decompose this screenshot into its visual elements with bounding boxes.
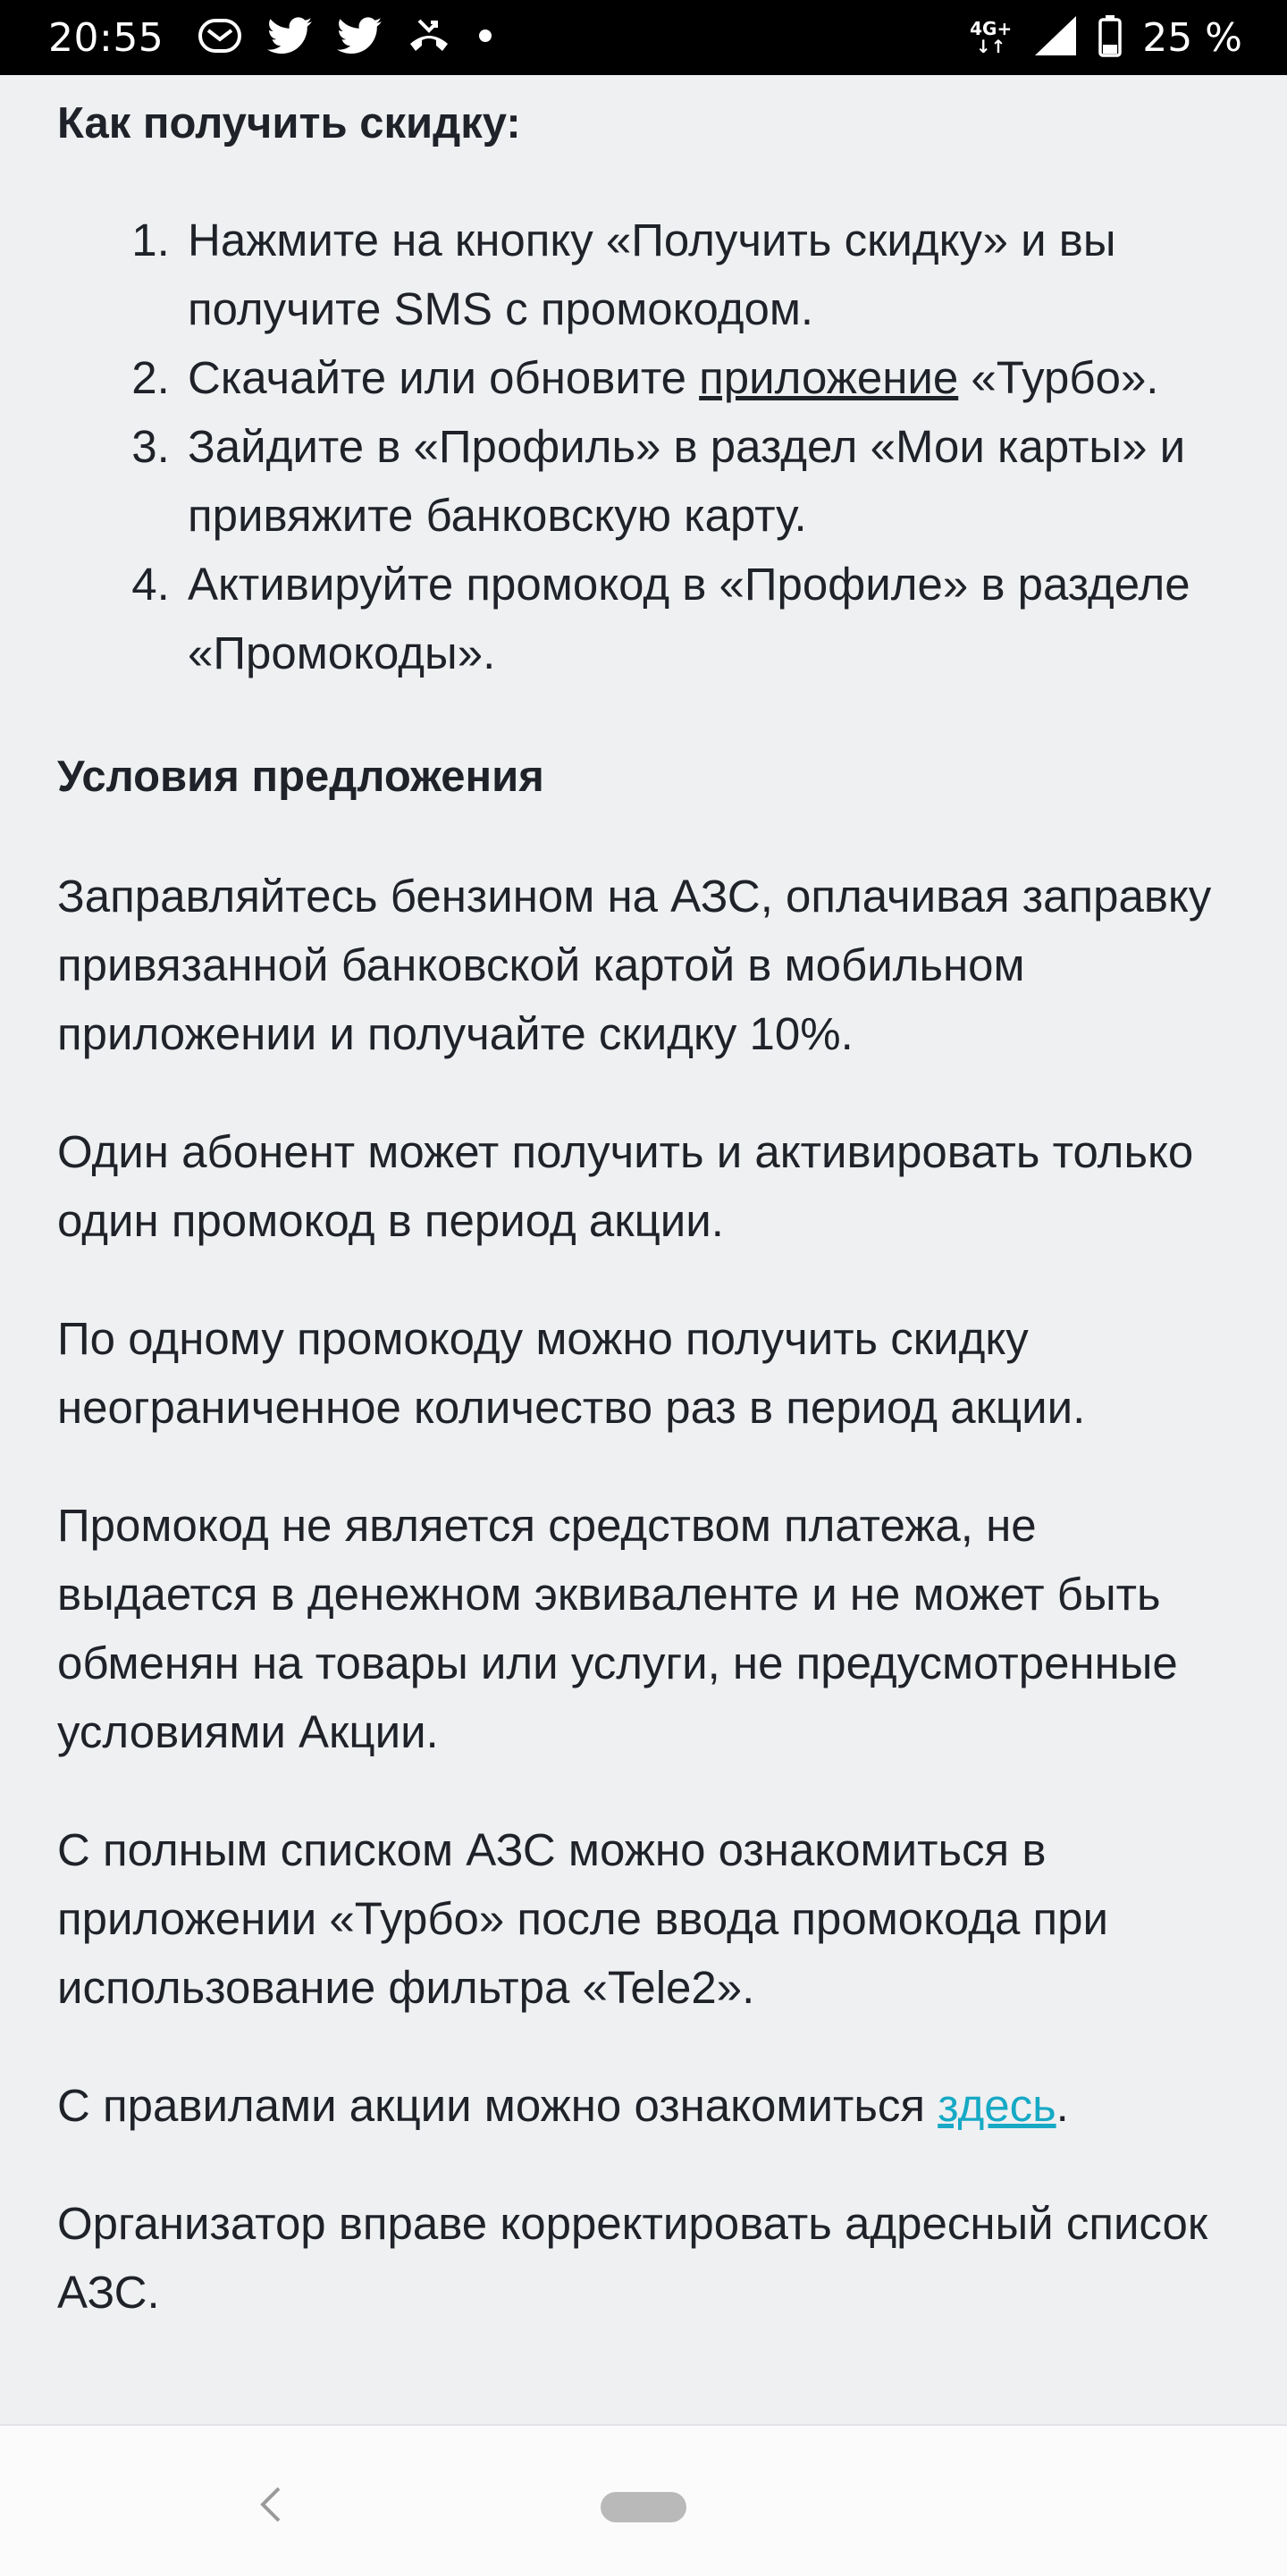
step-text: Зайдите в «Профиль» в раздел «Мои карты» и привяжите банковскую карту.	[188, 421, 1186, 541]
battery-icon	[1098, 14, 1123, 62]
more-dot-icon	[476, 27, 494, 49]
app-link[interactable]: приложение	[699, 352, 959, 403]
status-bar	[0, 0, 1287, 75]
home-pill[interactable]	[601, 2492, 686, 2522]
rules-paragraph	[57, 2071, 1246, 2140]
step-text: Активируйте промокод в «Профиле» в разделе «Промокоды».	[188, 559, 1190, 678]
offer-content	[57, 75, 1246, 2327]
condition-paragraph: По одному промокоду можно получить скидку неограниченное количество раз в период акции.	[57, 1313, 1086, 1433]
network-arrows: ↓↑	[975, 36, 1006, 57]
twitter-icon	[267, 17, 312, 59]
condition-paragraph: Заправляйтесь бензином на АЗС, оплачивая заправку привязанной банковской картой в мобильном приложении и получайте скидку 10%.	[57, 871, 1212, 1059]
how-to-title: Как получить скидку:	[57, 99, 521, 147]
envelope-icon	[198, 18, 242, 58]
notification-icons	[198, 17, 494, 59]
step-text: Скачайте или обновите	[188, 352, 700, 403]
status-time: 20:55	[48, 14, 164, 61]
network-type-label: 4G+	[970, 18, 1013, 39]
twitter-icon	[337, 17, 382, 59]
condition-paragraph: Организатор вправе корректировать адресный список АЗС.	[57, 2198, 1208, 2318]
conditions-title: Условия предложения	[57, 753, 544, 801]
step-item	[182, 206, 1246, 343]
navigation-bar	[0, 2424, 1287, 2576]
step-item	[182, 343, 1246, 412]
status-right	[970, 14, 1242, 62]
condition-paragraph: Один абонент может получить и активировать только один промокод в период акции.	[57, 1126, 1194, 1246]
rules-text: С правилами акции можно ознакомиться	[57, 2080, 938, 2131]
battery-percent: 25 %	[1142, 14, 1242, 61]
step-item	[182, 412, 1246, 550]
step-text: Нажмите на кнопку «Получить скидку» и вы получите SMS с промокодом.	[188, 215, 1116, 334]
condition-paragraph: Промокод не является средством платежа, не выдается в денежном эквиваленте и не может быть обменян на товары или услуги, не предусмотренные условиями Акции.	[57, 1500, 1178, 1757]
signal-icon	[1031, 14, 1078, 62]
missed-call-icon	[407, 17, 451, 59]
step-item	[182, 550, 1246, 687]
rules-text-after: .	[1056, 2080, 1069, 2131]
condition-paragraph: С полным списком АЗС можно ознакомиться в приложении «Турбо» после ввода промокода при использование фильтра «Tele2».	[57, 1824, 1109, 2013]
back-icon[interactable]	[254, 2485, 286, 2529]
step-text-after: «Турбо».	[958, 352, 1159, 403]
network-type	[970, 20, 1012, 55]
steps-list	[57, 206, 1246, 687]
rules-link[interactable]: здесь	[938, 2080, 1056, 2131]
